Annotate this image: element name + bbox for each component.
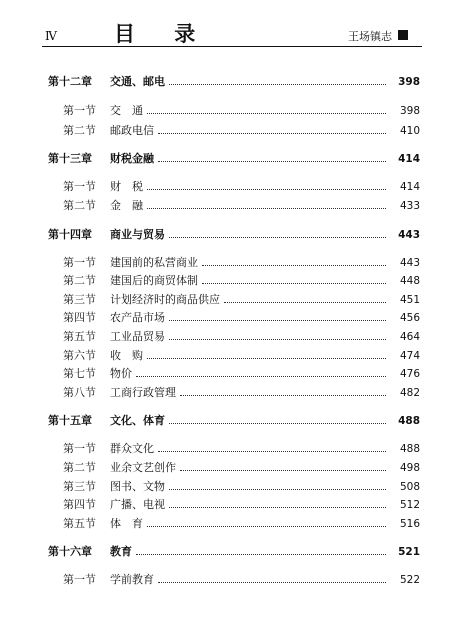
dot-leader [169,423,386,424]
toc-chapter-row [0,413,450,429]
page-ref: 512 [399,499,420,511]
toc-section-row [0,385,450,401]
book-title: 王场镇志 [348,30,392,43]
dot-leader [136,376,386,377]
chapter-number: 第十六章 [48,545,92,558]
toc-section-row [0,441,450,457]
toc-section-row [0,255,450,271]
section-number: 第三节 [63,293,96,306]
chapter-title: 交通、邮电 [110,75,165,88]
dot-leader [158,133,386,134]
section-title: 财 税 [110,180,143,193]
header-rule [42,46,422,47]
page-ref: 474 [399,350,420,362]
page-ref: 443 [399,257,420,269]
section-number: 第四节 [63,498,96,511]
page-ref: 443 [398,229,420,241]
section-number: 第四节 [63,311,96,324]
section-title: 金 融 [110,199,143,212]
section-number: 第一节 [63,256,96,269]
page-ref: 448 [399,275,420,287]
section-number: 第五节 [63,330,96,343]
toc-section-row [0,273,450,289]
dot-leader [169,489,386,490]
section-title: 体 育 [110,517,143,530]
dot-leader [202,265,386,266]
section-title: 工商行政管理 [110,386,176,399]
toc-section-row [0,460,450,476]
section-title: 群众文化 [110,442,154,455]
section-number: 第二节 [63,199,96,212]
section-title: 业余文艺创作 [110,461,176,474]
dot-leader [147,358,386,359]
toc-section-row [0,179,450,195]
page-ref: 508 [399,481,420,493]
dot-leader [147,208,386,209]
toc-section-row [0,479,450,495]
toc-chapter-row [0,227,450,243]
page-title: 目 录 [114,22,212,46]
page-ref: 410 [399,125,420,137]
page-ref: 456 [399,312,420,324]
dot-leader [136,554,386,555]
page-ref: 464 [399,331,420,343]
dot-leader [147,113,386,114]
section-number: 第二节 [63,461,96,474]
section-title: 工业品贸易 [110,330,165,343]
chapter-number: 第十四章 [48,228,92,241]
section-title: 邮政电信 [110,124,154,137]
dot-leader [224,302,386,303]
dot-leader [180,470,386,471]
chapter-number: 第十三章 [48,152,92,165]
page-ref: 521 [398,546,420,558]
section-title: 学前教育 [110,573,154,586]
page-ref: 516 [399,518,420,530]
square-mark-icon [398,30,408,40]
chapter-title: 教育 [110,545,132,558]
dot-leader [158,161,386,162]
section-number: 第一节 [63,180,96,193]
toc-section-row [0,198,450,214]
page-ref: 488 [399,443,420,455]
section-number: 第二节 [63,274,96,287]
dot-leader [147,526,386,527]
section-title: 收 购 [110,349,143,362]
dot-leader [180,395,386,396]
section-title: 广播、电视 [110,498,165,511]
section-title: 交 通 [110,104,143,117]
dot-leader [202,283,386,284]
section-number: 第七节 [63,367,96,380]
dot-leader [169,84,386,85]
chapter-number: 第十五章 [48,414,92,427]
page-ref: 414 [398,153,420,165]
page-ref: 476 [399,368,420,380]
dot-leader [147,189,386,190]
dot-leader [158,451,386,452]
section-title: 农产品市场 [110,311,165,324]
section-title: 计划经济时的商品供应 [110,293,220,306]
toc-section-row [0,310,450,326]
chapter-title: 文化、体育 [110,414,165,427]
page-ref: 398 [398,76,420,88]
page-ref: 414 [399,181,420,193]
toc-section-row [0,497,450,513]
section-number: 第一节 [63,573,96,586]
page-ref: 482 [399,387,420,399]
section-number: 第六节 [63,349,96,362]
dot-leader [169,320,386,321]
page-number: Ⅳ [45,29,57,43]
toc-section-row [0,348,450,364]
page-header [0,0,450,50]
chapter-title: 商业与贸易 [110,228,165,241]
page-ref: 488 [398,415,420,427]
section-title: 物价 [110,367,132,380]
section-title: 建国前的私营商业 [110,256,198,269]
section-number: 第二节 [63,124,96,137]
section-number: 第八节 [63,386,96,399]
page-ref: 451 [399,294,420,306]
toc-section-row [0,292,450,308]
dot-leader [169,237,386,238]
page-ref: 433 [399,200,420,212]
section-title: 图书、文物 [110,480,165,493]
dot-leader [169,507,386,508]
toc-section-row [0,329,450,345]
page-ref: 498 [399,462,420,474]
section-number: 第一节 [63,442,96,455]
chapter-number: 第十二章 [48,75,92,88]
toc-section-row [0,103,450,119]
toc-section-row [0,516,450,532]
dot-leader [169,339,386,340]
toc-section-row [0,123,450,139]
section-title: 建国后的商贸体制 [110,274,198,287]
toc-chapter-row [0,74,450,90]
toc-chapter-row [0,151,450,167]
dot-leader [158,582,386,583]
toc-section-row [0,572,450,588]
page-ref: 522 [399,574,420,586]
toc-chapter-row [0,544,450,560]
toc-section-row [0,366,450,382]
section-number: 第三节 [63,480,96,493]
chapter-title: 财税金融 [110,152,154,165]
section-number: 第一节 [63,104,96,117]
section-number: 第五节 [63,517,96,530]
page-ref: 398 [399,105,420,117]
